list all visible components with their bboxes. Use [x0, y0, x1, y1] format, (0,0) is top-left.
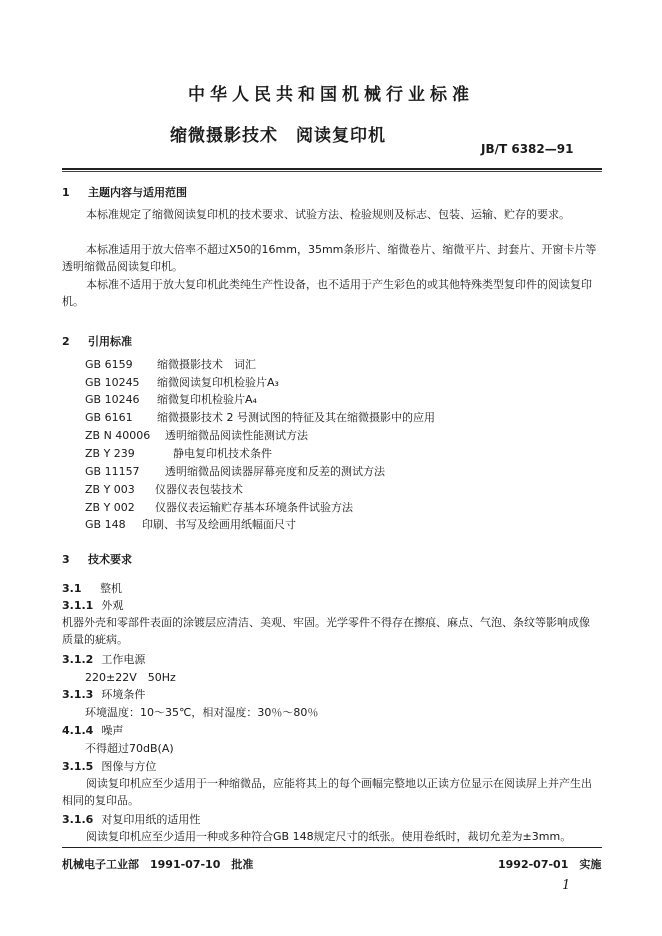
ref-item: GB 10246 缩微复印机检验片A₄: [85, 393, 257, 406]
clause-3-1-6-text: 阅读复印机应至少适用一种或多种符合GB 148规定尺寸的纸张。使用卷纸时，裁切允差为±3mm。: [86, 830, 572, 843]
clause-3-1-2: 3.1.2 工作电源: [62, 653, 146, 666]
clause-3-1-3-text: 环境温度：10～35℃，相对湿度：30％～80％: [85, 706, 319, 719]
ref-item: ZB N 40006 透明缩微品阅读性能测试方法: [85, 429, 308, 442]
ref-item: ZB Y 239 静电复印机技术条件: [85, 447, 272, 460]
ref-item: ZB Y 002 仪器仪表运输贮存基本环境条件试验方法: [85, 501, 353, 514]
ref-item: GB 148 印刷、书写及绘画用纸幅面尺寸: [85, 518, 296, 531]
implementation-line: 1992-07-01 实施: [498, 858, 602, 871]
ref-item: GB 6159 缩微摄影技术 词汇: [85, 358, 256, 371]
ref-item: GB 10245 缩微阅读复印机检验片A₃: [85, 376, 279, 389]
clause-4-1-4: 4.1.4 噪声: [62, 724, 124, 737]
document-title: 缩微摄影技术 阅读复印机: [170, 126, 386, 146]
ref-item: GB 6161 缩微摄影技术 2 号测试图的特征及其在缩微摄影中的应用: [85, 411, 435, 424]
section-3-heading: 3 技术要求: [62, 553, 132, 566]
clause-4-1-4-text: 不得超过70dB(A): [85, 742, 174, 755]
section-1-paragraph-2: 本标准适用于放大倍率不超过X50的16mm，35mm条形片、缩微卷片、缩微平片、封套片、开窗卡片等透明缩微品阅读复印机。: [62, 243, 597, 273]
page-number: 1: [562, 878, 571, 893]
footer-rule: [62, 847, 602, 848]
approval-line: 机械电子工业部 1991-07-10 批准: [62, 858, 254, 871]
standard-header: 中华人民共和国机械行业标准: [188, 85, 474, 105]
section-1-heading: 1 主题内容与适用范围: [62, 186, 187, 199]
clause-3-1-5-text: 阅读复印机应至少适用于一种缩微品，应能将其上的每个画幅完整地以正读方位显示在阅读屏上并产生出相同的复印品。: [62, 777, 592, 807]
clause-3-1-6: 3.1.6 对复印用纸的适用性: [62, 813, 201, 826]
clause-3-1-3: 3.1.3 环境条件: [62, 688, 146, 701]
ref-item: GB 11157 透明缩微品阅读器屏幕亮度和反差的测试方法: [85, 465, 385, 478]
clause-3-1-1-text: 机器外壳和零部件表面的涂镀层应清洁、美观、牢固。光学零件不得存在擦痕、麻点、气泡、条纹等影响成像质量的疵病。: [62, 616, 590, 646]
header-rule-thin: [62, 171, 602, 172]
section-1-paragraph-1: 本标准规定了缩微阅读复印机的技术要求、试验方法、检验规则及标志、包装、运输、贮存的要求。: [86, 208, 570, 221]
section-1-paragraph-3: 本标准不适用于放大复印机此类纯生产性设备，也不适用于产生彩色的或其他特殊类型复印件的阅读复印机。: [62, 278, 592, 308]
clause-3-1-5: 3.1.5 图像与方位: [62, 760, 157, 773]
clause-3-1-1: 3.1.1 外观: [62, 599, 124, 612]
clause-3-1-2-text: 220±22V 50Hz: [85, 671, 176, 684]
section-2-heading: 2 引用标准: [62, 335, 132, 348]
ref-item: ZB Y 003 仪器仪表包装技术: [85, 483, 243, 496]
clause-3-1: 3.1 整机: [62, 582, 122, 595]
document-code: JB/T 6382—91: [481, 142, 574, 156]
header-rule-thick: [62, 168, 602, 170]
